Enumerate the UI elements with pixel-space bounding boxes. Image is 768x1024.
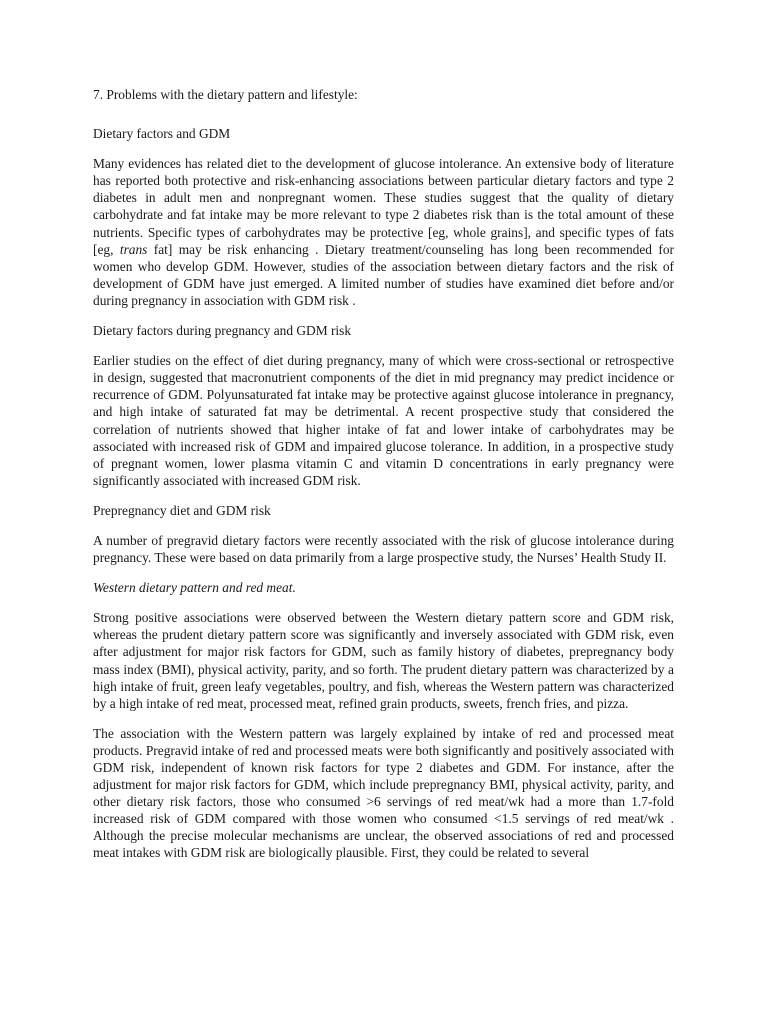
heading-prepregnancy: Prepregnancy diet and GDM risk	[93, 502, 271, 518]
trans-italic-word: trans	[119, 241, 148, 257]
section-title: 7. Problems with the dietary pattern and lifestyle:	[93, 87, 358, 102]
heading-western-pattern: Western dietary pattern and red meat.	[93, 580, 296, 596]
paragraph-dietary-factors-part-a: Many evidences has related diet to the development of glucose intolerance. An extensive body of literature has reported both protective and risk-enhancing associations between particular dietary factors and type 2 diabetes in adult men and nonpregnant women. These studies suggest that the quality of dietary carbohydrate and fat intake may be more relevant to type 2 diabetes risk than is the total amount of these nutrients. Specific types of carbohydrates may be protective [eg, whole grains], and specific types of fats [eg,	[93, 156, 674, 257]
heading-during-pregnancy: Dietary factors during pregnancy and GDM risk	[93, 323, 352, 339]
heading-dietary-factors: Dietary factors and GDM	[93, 126, 231, 142]
paragraph-western-pattern-2: The association with the Western pattern was largely explained by intake of red and processed meat products. Pregravid intake of red and processed meats were both significantly and positively associated with GDM risk, independent of known risk factors for type 2 diabetes and GDM. For instance, after the adjustment for major risk factors for GDM, which include prepregnancy BMI, physical activity, parity, and other dietary risk factors, those who consumed >6 servings of red meat/wk had a more than 1.7-fold increased risk of GDM compared with those women who consumed <1.5 servings of red meat/wk . Although the precise molecular mechanisms are unclear, the observed associations of red and processed meat intakes with GDM risk are biologically plausible. First, they could be related to several	[93, 725, 674, 861]
paragraph-dietary-factors-part-b: fat] may be risk enhancing . Dietary treatment/counseling has long been recommended for women who develop GDM. However, studies of the association between dietary factors and the risk of development of GDM have just emerged. A limited number of studies have examined diet before and/or during pregnancy in association with GDM risk .	[93, 241, 674, 308]
paragraph-during-pregnancy: Earlier studies on the effect of diet during pregnancy, many of which were cross-sectional or retrospective in design, suggested that macronutrient components of the diet in mid pregnancy may predict incidence or recurrence of GDM. Polyunsaturated fat intake may be protective against glucose intolerance in pregnancy, and high intake of saturated fat may be detrimental. A recent prospective study that considered the correlation of nutrients showed that higher intake of fat and lower intake of carbohydrates may be associated with increased risk of GDM and impaired glucose tolerance. In addition, in a prospective study of pregnant women, lower plasma vitamin C and vitamin D concentrations in early pregnancy were significantly associated with increased GDM risk.	[93, 353, 674, 488]
paragraph-western-pattern-1: Strong positive associations were observed between the Western dietary pattern score and GDM risk, whereas the prudent dietary pattern score was significantly and inversely associated with GDM risk, even after adjustment for major risk factors for GDM, such as family history of diabetes, prepregnancy body mass index (BMI), physical activity, parity, and so forth. The prudent dietary pattern was characterized by a high intake of fruit, green leafy vegetables, poultry, and fish, whereas the Western pattern was characterized by a high intake of red meat, processed meat, refined grain products, sweets, french fries, and pizza.	[93, 610, 674, 711]
document-page	[93, 86, 674, 875]
paragraph-prepregnancy: A number of pregravid dietary factors were recently associated with the risk of glucose intolerance during pregnancy. These were based on data primarily from a large prospective study, the Nurses’ Health Study II.	[93, 532, 674, 566]
paragraph-dietary-factors	[93, 155, 674, 309]
